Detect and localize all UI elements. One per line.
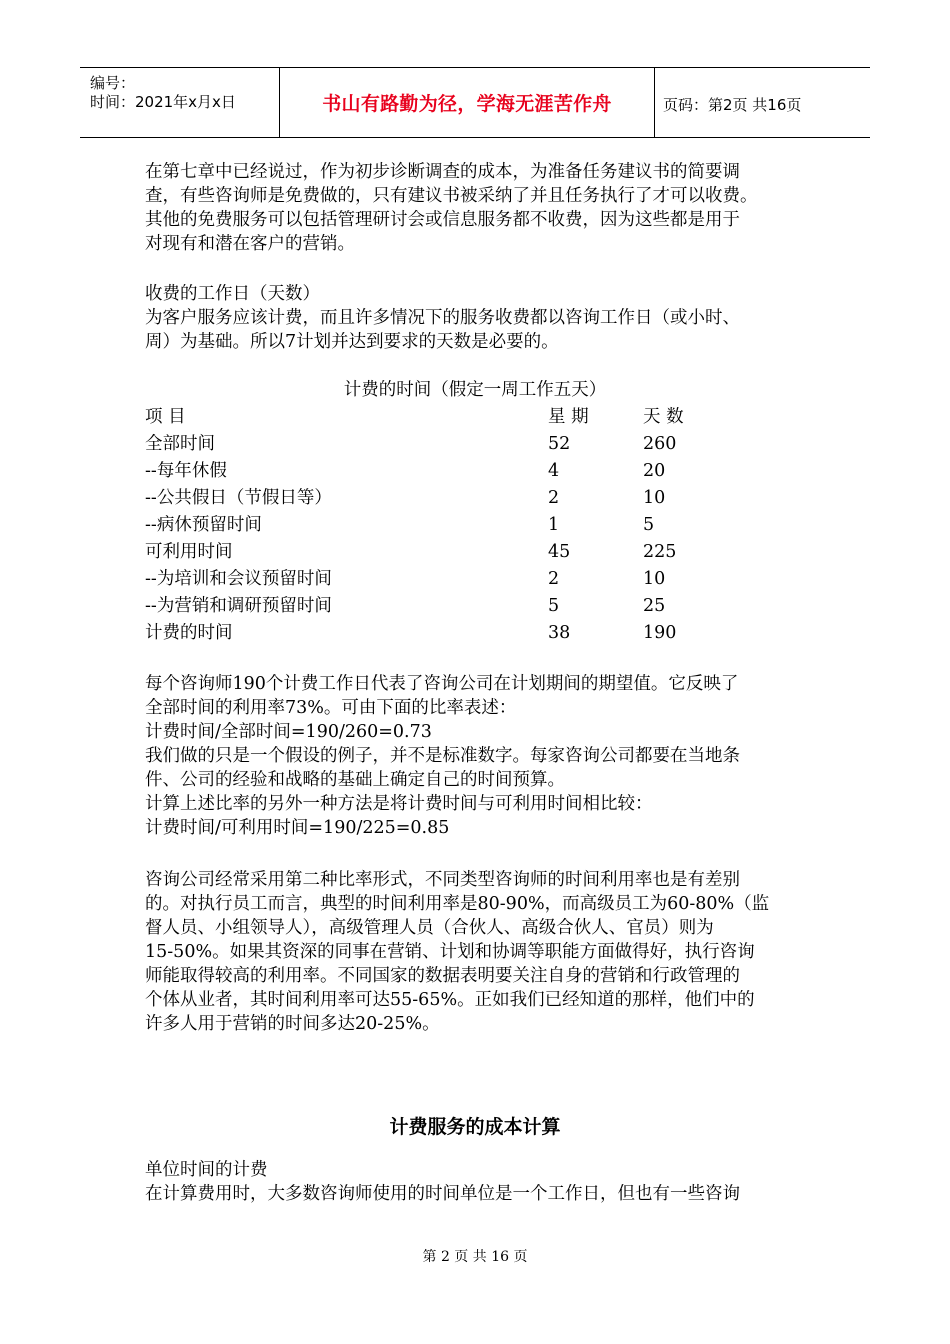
page-header: [80, 67, 870, 138]
row-item: --病休预留时间: [145, 515, 262, 535]
table-row: [145, 540, 795, 567]
paragraph-line: 督人员、小组领导人），高级管理人员（合伙人、高级合伙人、官员）则为: [145, 918, 714, 938]
row-weeks: 45: [548, 542, 571, 562]
row-days: 5: [643, 515, 655, 535]
table-header-row: [145, 405, 795, 432]
row-days: 10: [643, 488, 666, 508]
paragraph-line: 咨询公司经常采用第二种比率形式，不同类型咨询师的时间利用率也是有差别: [145, 870, 740, 890]
paragraph-line: 的。对执行员工而言，典型的时间利用率是80-90%，而高级员工为60-80%（监: [145, 894, 770, 914]
row-item: --为营销和调研预留时间: [145, 596, 332, 616]
page-indicator: 页码：第2页 共16页: [663, 96, 802, 114]
paragraph-line: 查，有些咨询师是免费做的，只有建议书被采纳了并且任务执行了才可以收费。: [145, 186, 758, 206]
row-item: --公共假日（节假日等）: [145, 488, 332, 508]
paragraph-heading: 单位时间的计费: [145, 1160, 268, 1180]
table-row: [145, 432, 795, 459]
paragraph-line: 许多人用于营销的时间多达20-25%。: [145, 1014, 440, 1034]
paragraph-line: 件、公司的经验和战略的基础上确定自己的时间预算。: [145, 770, 565, 790]
row-weeks: 52: [548, 434, 571, 454]
row-weeks: 2: [548, 569, 560, 589]
table-row: [145, 486, 795, 513]
paragraph-line: 每个咨询师190个计费工作日代表了咨询公司在计划期间的期望值。它反映了: [145, 674, 739, 694]
header-meta: [80, 68, 279, 137]
row-days: 25: [643, 596, 666, 616]
number-label: 编号：: [90, 74, 136, 92]
column-header-weeks: 星 期: [548, 407, 589, 427]
row-weeks: 5: [548, 596, 560, 616]
row-days: 20: [643, 461, 666, 481]
paragraph-line: 15-50%。如果其资深的同事在营销、计划和协调等职能方面做得好，执行咨询: [145, 942, 755, 962]
column-header-days: 天 数: [643, 407, 684, 427]
table-row: [145, 459, 795, 486]
paragraph-line: 其他的免费服务可以包括管理研讨会或信息服务都不收费，因为这些都是用于: [145, 210, 740, 230]
row-days: 225: [643, 542, 677, 562]
paragraph-heading: 收费的工作日（天数）: [145, 284, 320, 304]
paragraph-line: 在计算费用时，大多数咨询师使用的时间单位是一个工作日，但也有一些咨询: [145, 1184, 740, 1204]
paragraph-line: 在第七章中已经说过，作为初步诊断调查的成本，为准备任务建议书的简要调: [145, 162, 740, 182]
table-row: [145, 621, 795, 648]
row-days: 10: [643, 569, 666, 589]
row-item: 计费的时间: [145, 623, 233, 643]
column-header-item: 项 目: [145, 407, 186, 427]
row-item: --为培训和会议预留时间: [145, 569, 332, 589]
paragraph-line: 周）为基础。所以7计划并达到要求的天数是必要的。: [145, 332, 559, 352]
row-weeks: 38: [548, 623, 571, 643]
table-row: [145, 594, 795, 621]
row-item: 可利用时间: [145, 542, 233, 562]
table-row: [145, 567, 795, 594]
formula-line: 计费时间/全部时间=190/260=0.73: [145, 722, 432, 742]
paragraph-line: 全部时间的利用率73%。可由下面的比率表述：: [145, 698, 517, 718]
date-label: 时间：2021年x月x日: [90, 93, 236, 111]
header-motto: 书山有路勤为径，学海无涯苦作舟: [279, 68, 655, 137]
paragraph-line: 我们做的只是一个假设的例子，并不是标准数字。每家咨询公司都要在当地条: [145, 746, 740, 766]
paragraph-line: 个体从业者，其时间利用率可达55-65%。正如我们已经知道的那样，他们中的: [145, 990, 755, 1010]
row-item: 全部时间: [145, 434, 215, 454]
row-weeks: 4: [548, 461, 560, 481]
page-footer: 第 2 页 共 16 页: [422, 1249, 528, 1265]
paragraph-line: 为客户服务应该计费，而且许多情况下的服务收费都以咨询工作日（或小时、: [145, 308, 740, 328]
paragraph-line: 计算上述比率的另外一种方法是将计费时间与可利用时间相比较：: [145, 794, 653, 814]
row-days: 260: [643, 434, 677, 454]
paragraph-line: 师能取得较高的利用率。不同国家的数据表明要关注自身的营销和行政管理的: [145, 966, 740, 986]
row-weeks: 2: [548, 488, 560, 508]
row-item: --每年休假: [145, 461, 227, 481]
formula-line: 计费时间/可利用时间=190/225=0.85: [145, 818, 450, 838]
row-days: 190: [643, 623, 677, 643]
section-title: 计费服务的成本计算: [389, 1116, 561, 1138]
table-row: [145, 513, 795, 540]
table-title: 计费的时间（假定一周工作五天）: [343, 380, 607, 400]
paragraph-line: 对现有和潜在客户的营销。: [145, 234, 355, 254]
row-weeks: 1: [548, 515, 560, 535]
